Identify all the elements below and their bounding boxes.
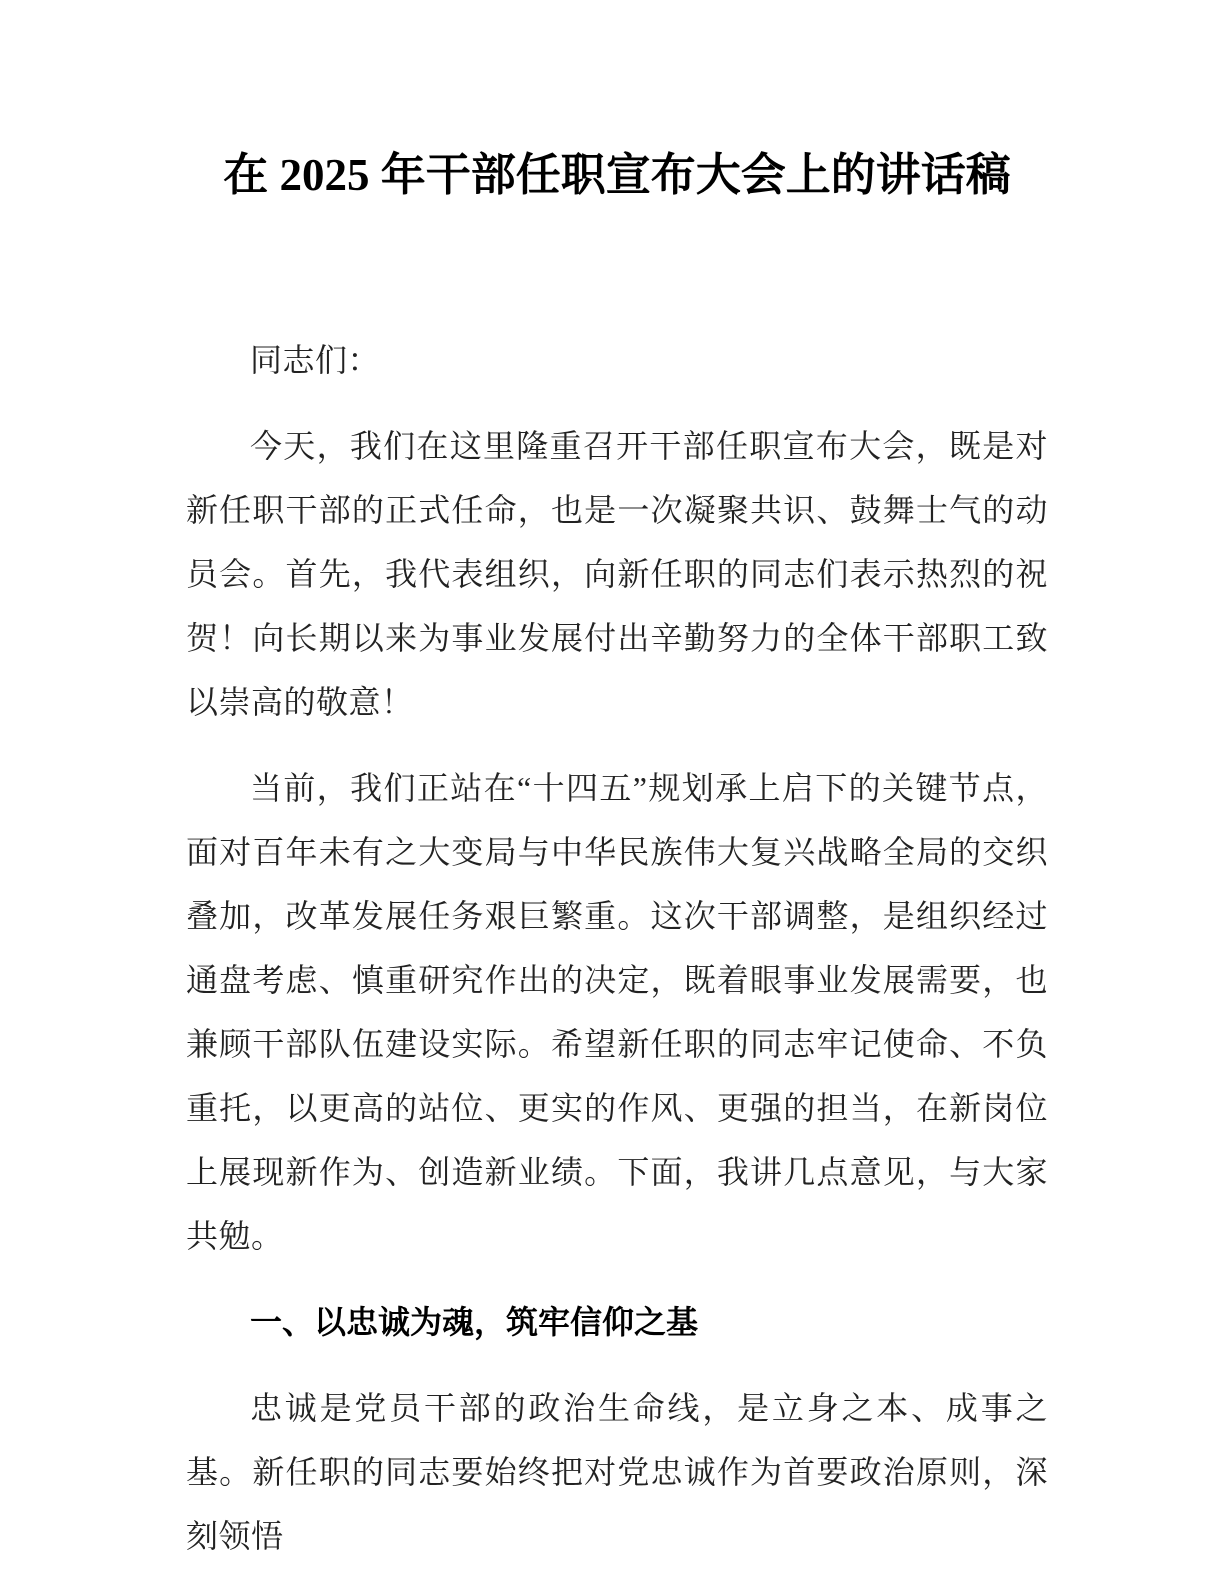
paragraph-opening: 今天，我们在这里隆重召开干部任职宣布大会，既是对新任职干部的正式任命，也是一次凝聚共识、鼓舞士气的动员会。首先，我代表组织，向新任职的同志们表示热烈的祝贺！向长期以来为事业发展付出辛勤努力的全体干部职工致以崇高的敬意！ <box>186 428 1048 720</box>
document-title: 在 2025 年干部任职宣布大会上的讲话稿 <box>223 150 1011 200</box>
salutation-line: 同志们： <box>250 342 381 378</box>
paragraph-section-1: 忠诚是党员干部的政治生命线，是立身之本、成事之基。新任职的同志要始终把对党忠诚作为首要政治原则，深刻领悟 <box>186 1390 1048 1554</box>
paragraph-context: 当前，我们正站在“十四五”规划承上启下的关键节点，面对百年未有之大变局与中华民族伟大复兴战略全局的交织叠加，改革发展任务艰巨繁重。这次干部调整，是组织经过通盘考虑、慎重研究作出的决定，既着眼事业发展需要，也兼顾干部队伍建设实际。希望新任职的同志牢记使命、不负重托，以更高的站位、更实的作风、更强的担当，在新岗位上展现新作为、创造新业绩。下面，我讲几点意见，与大家共勉。 <box>186 770 1048 1254</box>
section-1-heading: 一、以忠诚为魂，筑牢信仰之基 <box>250 1304 699 1340</box>
document-body <box>186 328 1048 1568</box>
